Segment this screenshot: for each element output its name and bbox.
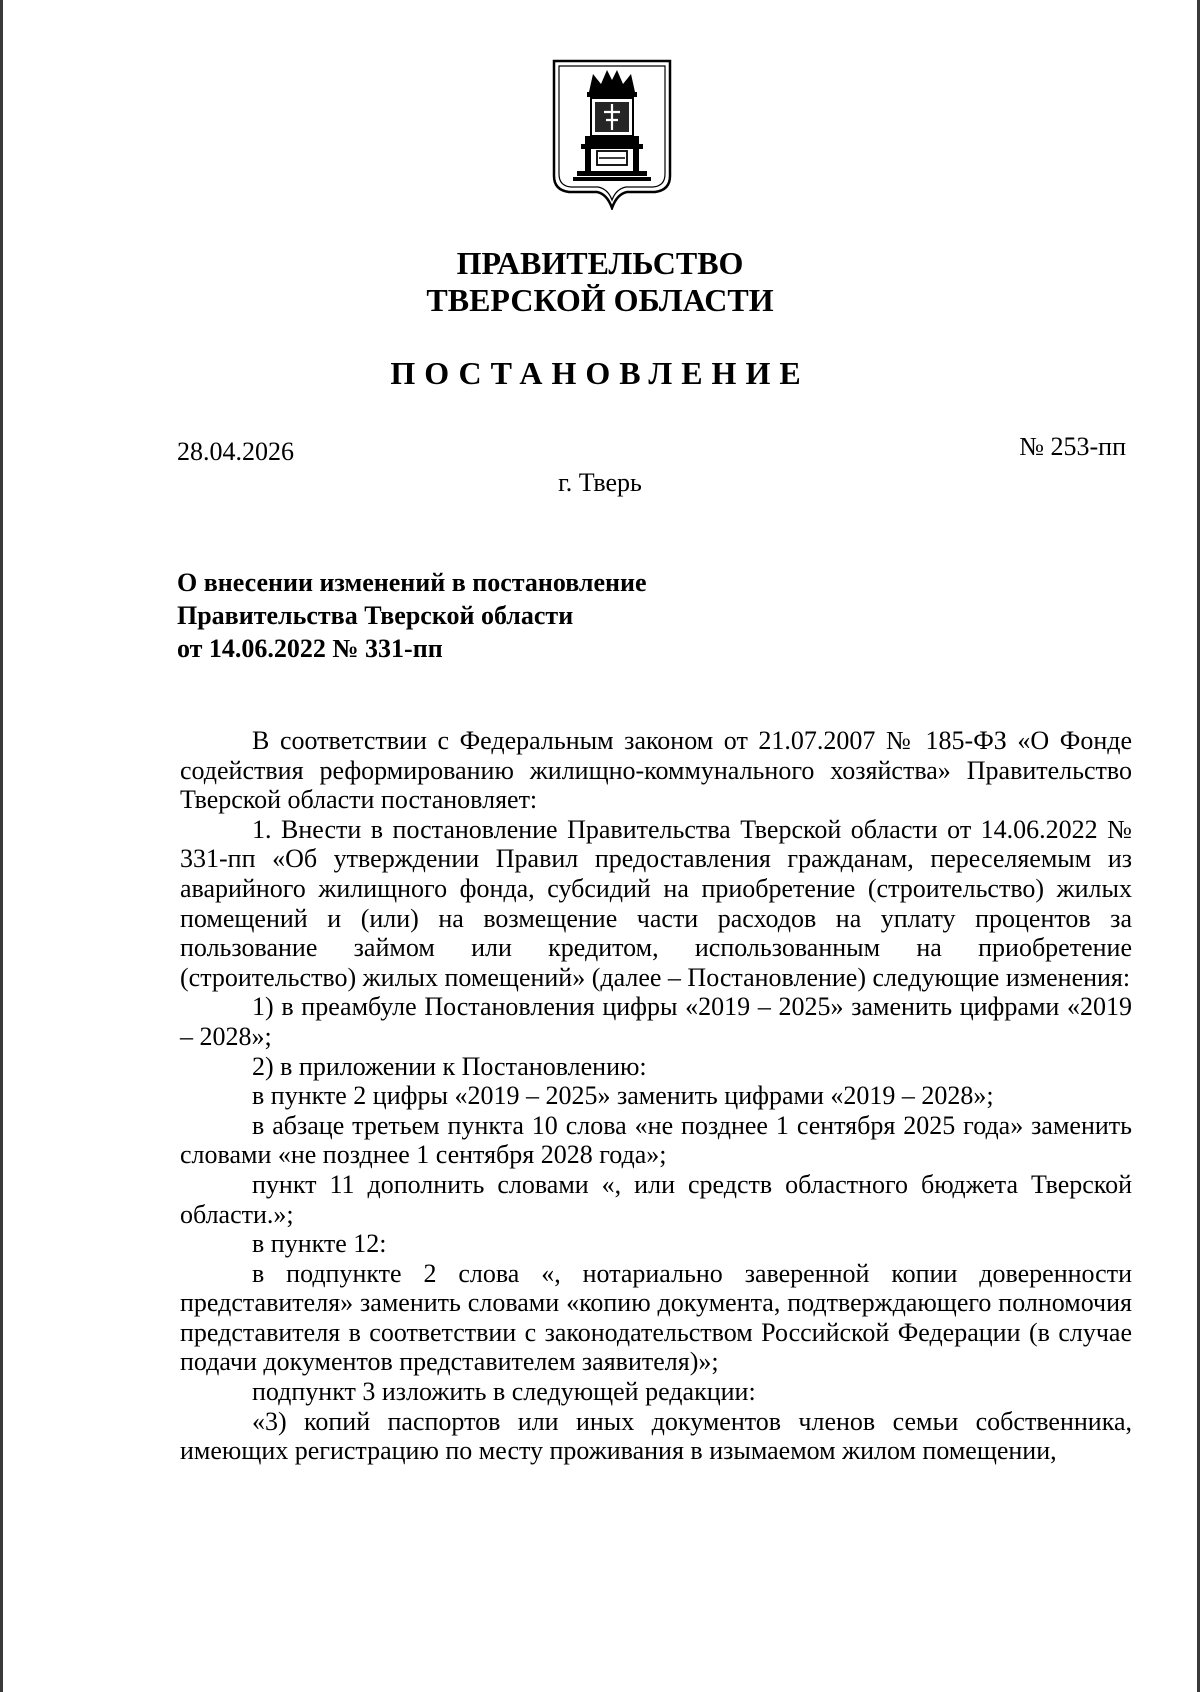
document-date: 28.04.2026 xyxy=(177,437,294,466)
paragraph: подпункт 3 изложить в следующей редакции: xyxy=(252,1377,756,1407)
document-subject xyxy=(177,566,877,665)
subject-line: от 14.06.2022 № 331-пп xyxy=(177,634,443,663)
document-type: ПОСТАНОВЛЕНИЕ xyxy=(390,355,810,391)
government-name-line2: ТВЕРСКОЙ ОБЛАСТИ xyxy=(426,282,774,318)
government-name-line1: ПРАВИТЕЛЬСТВО xyxy=(456,245,744,281)
document-city: г. Тверь xyxy=(558,468,642,497)
coat-of-arms-icon xyxy=(551,58,673,210)
paragraph: в подпункте 2 слова «, нотариально заверенной копии доверенности представителя» заменить словами «копию документа, подтверждающего полномочия представителя в соответствии с законодательством Российской Федерации (в случае подачи документов представителем заявителя)»; xyxy=(180,1258,1132,1377)
document-body xyxy=(180,726,1132,1466)
paragraph: В соответствии с Федеральным законом от 21.07.2007 № 185-ФЗ «О Фонде содействия реформированию жилищно-коммунального хозяйства» Правительство Тверской области постановляет: xyxy=(180,726,1132,815)
paragraph: 1. Внести в постановление Правительства Тверской области от 14.06.2022 № 331-пп «Об утверждении Правил предоставления гражданам, переселяемым из аварийного жилищного фонда, субсидий на приобретение (строительство) жилых помещений и (или) на возмещение части расходов на уплату процентов за пользование займом или кредитом, использованным на приобретение (строительство) жилых помещений» (далее – Постановление) следующие изменения: xyxy=(180,814,1132,992)
paragraph: в пункте 12: xyxy=(252,1229,387,1259)
paragraph: 1) в преамбуле Постановления цифры «2019 – 2025» заменить цифрами «2019 – 2028»; xyxy=(180,992,1132,1051)
paragraph: 2) в приложении к Постановлению: xyxy=(252,1051,647,1081)
subject-line: О внесении изменений в постановление xyxy=(177,568,647,597)
paragraph: в пункте 2 цифры «2019 – 2025» заменить цифрами «2019 – 2028»; xyxy=(252,1081,994,1111)
paragraph: в абзаце третьем пункта 10 слова «не позднее 1 сентября 2025 года» заменить словами «не позднее 1 сентября 2028 года»; xyxy=(180,1110,1132,1170)
document-number: № 253-пп xyxy=(1019,432,1126,461)
paragraph: «3) копий паспортов или иных документов членов семьи собственника, имеющих регистрацию по месту проживания в изымаемом жилом помещении, xyxy=(180,1406,1132,1466)
paragraph: пункт 11 дополнить словами «, или средств областного бюджета Тверской области.»; xyxy=(180,1169,1132,1229)
subject-line: Правительства Тверской области xyxy=(177,601,574,630)
